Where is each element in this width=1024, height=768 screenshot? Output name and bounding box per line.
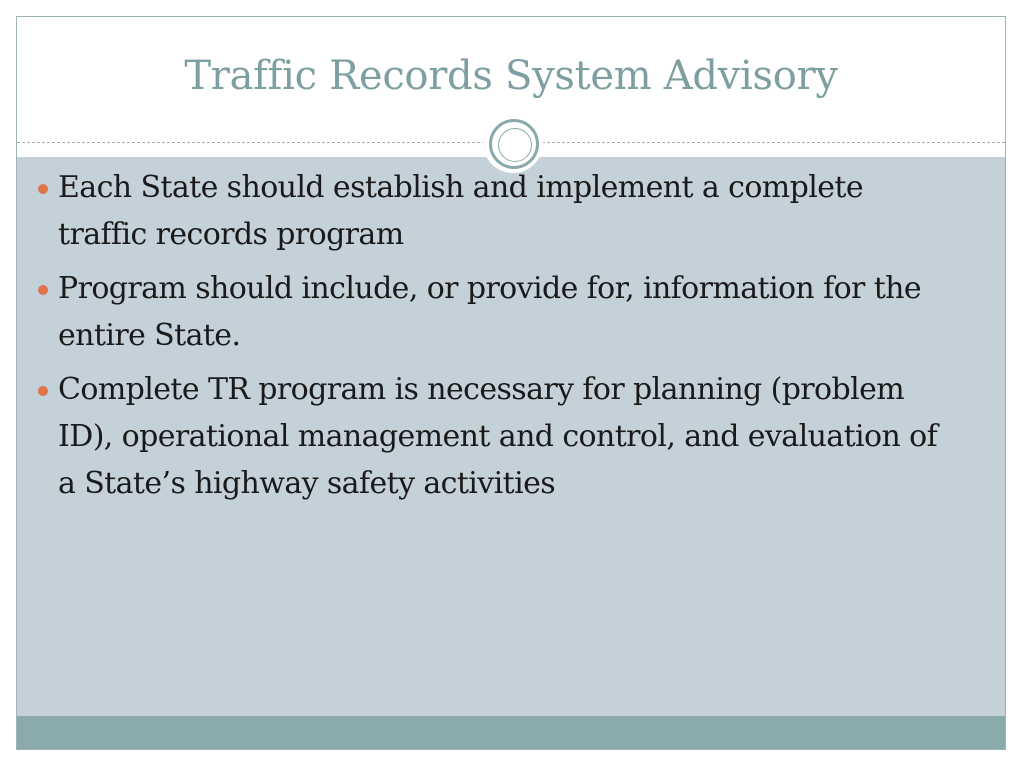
ornament-outer-ring (489, 119, 539, 169)
bullet-item (58, 265, 958, 359)
bullet-marker-icon (38, 285, 48, 295)
slide-title: Traffic Records System Advisory (184, 53, 838, 99)
bullet-text: Program should include, or provide for, information for the entire State. (58, 271, 922, 353)
bullet-item (58, 366, 958, 507)
bullet-text: Each State should establish and implement a complete traffic records program (58, 170, 864, 252)
footer-bar (17, 716, 1005, 750)
bullet-list (58, 164, 958, 514)
ornament-inner-ring (498, 128, 532, 162)
bullet-marker-icon (38, 184, 48, 194)
bullet-marker-icon (38, 386, 48, 396)
bullet-text: Complete TR program is necessary for planning (problem ID), operational management and control, and evaluation of a State’s highway safety activities (58, 372, 938, 501)
bullet-item (58, 164, 958, 258)
